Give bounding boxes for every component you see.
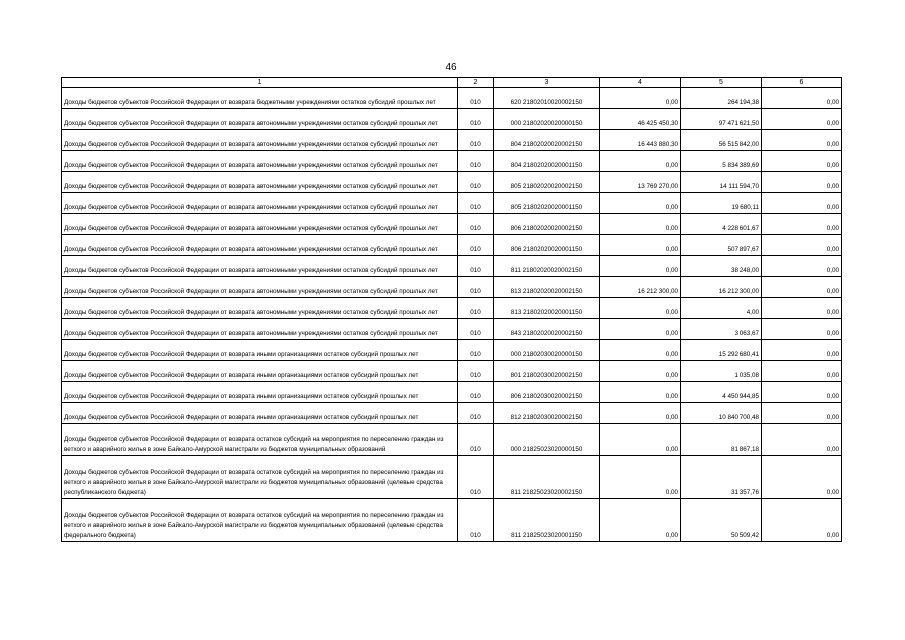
amount-col-4: 0,00 — [600, 456, 681, 499]
budget-classification-code: 804 21802020020001150 — [494, 151, 600, 172]
table-row — [62, 361, 842, 382]
amount-col-6: 0,00 — [762, 298, 842, 319]
table-row — [62, 109, 842, 130]
amount-col-6: 0,00 — [762, 499, 842, 542]
line-code: 010 — [458, 499, 494, 542]
budget-classification-code: 805 21802020020002150 — [494, 172, 600, 193]
income-description: Доходы бюджетов субъектов Российской Федерации от возврата автономными учреждениями остатков субсидий прошлых лет — [62, 298, 458, 319]
amount-col-4: 0,00 — [600, 214, 681, 235]
amount-col-6: 0,00 — [762, 277, 842, 298]
line-code: 010 — [458, 235, 494, 256]
income-description: Доходы бюджетов субъектов Российской Федерации от возврата иными организациями остатков субсидий прошлых лет — [62, 340, 458, 361]
amount-col-6: 0,00 — [762, 319, 842, 340]
amount-col-5: 4 450 944,85 — [681, 382, 762, 403]
amount-col-4: 0,00 — [600, 256, 681, 277]
budget-classification-code: 812 21802030020002150 — [494, 403, 600, 424]
income-table — [61, 77, 842, 542]
amount-col-4: 0,00 — [600, 361, 681, 382]
budget-classification-code: 805 21802020020001150 — [494, 193, 600, 214]
line-code: 010 — [458, 340, 494, 361]
budget-classification-code: 813 21802020020001150 — [494, 298, 600, 319]
amount-col-5: 507 897,67 — [681, 235, 762, 256]
amount-col-4: 0,00 — [600, 340, 681, 361]
income-description: Доходы бюджетов субъектов Российской Федерации от возврата остатков субсидий на мероприятия по переселению граждан из ветхого и аварийного жилья в зоне Байкало-Амурской магистрали из бюджетов муниципальных образований (целевые средства федерального бюджета) — [62, 499, 458, 542]
amount-col-4: 16 443 880,30 — [600, 130, 681, 151]
table-row — [62, 456, 842, 499]
column-header: 5 — [681, 78, 762, 88]
amount-col-5: 15 292 680,41 — [681, 340, 762, 361]
line-code: 010 — [458, 214, 494, 235]
table-row — [62, 172, 842, 193]
budget-classification-code: 843 21802020020002150 — [494, 319, 600, 340]
table-row — [62, 130, 842, 151]
table-row — [62, 340, 842, 361]
amount-col-6: 0,00 — [762, 456, 842, 499]
amount-col-6: 0,00 — [762, 361, 842, 382]
amount-col-6: 0,00 — [762, 193, 842, 214]
amount-col-4: 0,00 — [600, 319, 681, 340]
amount-col-6: 0,00 — [762, 424, 842, 456]
line-code: 010 — [458, 193, 494, 214]
income-description: Доходы бюджетов субъектов Российской Федерации от возврата автономными учреждениями остатков субсидий прошлых лет — [62, 130, 458, 151]
amount-col-5: 5 834 389,69 — [681, 151, 762, 172]
budget-classification-code: 804 21802020020002150 — [494, 130, 600, 151]
table-row — [62, 235, 842, 256]
page-number: 46 — [445, 62, 457, 73]
table-row — [62, 214, 842, 235]
income-description: Доходы бюджетов субъектов Российской Федерации от возврата автономными учреждениями остатков субсидий прошлых лет — [62, 235, 458, 256]
amount-col-5: 4,00 — [681, 298, 762, 319]
income-description: Доходы бюджетов субъектов Российской Федерации от возврата остатков субсидий на мероприятия по переселению граждан из ветхого и аварийного жилья в зоне Байкало-Амурской магистрали из бюджетов муниципальных образований — [62, 424, 458, 456]
amount-col-6: 0,00 — [762, 235, 842, 256]
amount-col-5: 264 194,38 — [681, 88, 762, 109]
income-description: Доходы бюджетов субъектов Российской Федерации от возврата остатков субсидий на мероприятия по переселению граждан из ветхого и аварийного жилья в зоне Байкало-Амурской магистрали из бюджетов муниципальных образований (целевые средства республиканского бюджета) — [62, 456, 458, 499]
amount-col-5: 31 357,76 — [681, 456, 762, 499]
line-code: 010 — [458, 319, 494, 340]
table-row — [62, 382, 842, 403]
table-row — [62, 403, 842, 424]
amount-col-5: 10 840 700,48 — [681, 403, 762, 424]
budget-classification-code: 806 21802020020002150 — [494, 214, 600, 235]
column-header: 4 — [600, 78, 681, 88]
table-row — [62, 151, 842, 172]
table-row — [62, 277, 842, 298]
income-description: Доходы бюджетов субъектов Российской Федерации от возврата автономными учреждениями остатков субсидий прошлых лет — [62, 277, 458, 298]
table-row — [62, 193, 842, 214]
amount-col-4: 0,00 — [600, 298, 681, 319]
amount-col-5: 56 515 842,00 — [681, 130, 762, 151]
amount-col-4: 0,00 — [600, 403, 681, 424]
amount-col-5: 50 509,42 — [681, 499, 762, 542]
line-code: 010 — [458, 256, 494, 277]
amount-col-6: 0,00 — [762, 88, 842, 109]
budget-classification-code: 811 21825023020001150 — [494, 499, 600, 542]
amount-col-6: 0,00 — [762, 214, 842, 235]
budget-classification-code: 813 21802020020002150 — [494, 277, 600, 298]
table-row — [62, 499, 842, 542]
line-code: 010 — [458, 382, 494, 403]
budget-classification-code: 000 21802020020000150 — [494, 109, 600, 130]
amount-col-4: 0,00 — [600, 382, 681, 403]
amount-col-5: 1 035,08 — [681, 361, 762, 382]
line-code: 010 — [458, 172, 494, 193]
amount-col-5: 16 212 300,00 — [681, 277, 762, 298]
budget-classification-code: 801 21802030020002150 — [494, 361, 600, 382]
table-header-row — [62, 78, 842, 88]
income-description: Доходы бюджетов субъектов Российской Федерации от возврата автономными учреждениями остатков субсидий прошлых лет — [62, 256, 458, 277]
line-code: 010 — [458, 130, 494, 151]
income-description: Доходы бюджетов субъектов Российской Федерации от возврата автономными учреждениями остатков субсидий прошлых лет — [62, 214, 458, 235]
amount-col-4: 0,00 — [600, 235, 681, 256]
income-description: Доходы бюджетов субъектов Российской Федерации от возврата автономными учреждениями остатков субсидий прошлых лет — [62, 109, 458, 130]
amount-col-5: 3 063,67 — [681, 319, 762, 340]
amount-col-6: 0,00 — [762, 382, 842, 403]
amount-col-6: 0,00 — [762, 172, 842, 193]
income-description: Доходы бюджетов субъектов Российской Федерации от возврата иными организациями остатков субсидий прошлых лет — [62, 403, 458, 424]
amount-col-5: 81 867,18 — [681, 424, 762, 456]
income-description: Доходы бюджетов субъектов Российской Федерации от возврата иными организациями остатков субсидий прошлых лет — [62, 361, 458, 382]
amount-col-6: 0,00 — [762, 403, 842, 424]
line-code: 010 — [458, 151, 494, 172]
income-description: Доходы бюджетов субъектов Российской Федерации от возврата бюджетными учреждениями остатков субсидий прошлых лет — [62, 88, 458, 109]
amount-col-4: 0,00 — [600, 151, 681, 172]
amount-col-6: 0,00 — [762, 130, 842, 151]
amount-col-5: 14 111 594,70 — [681, 172, 762, 193]
amount-col-6: 0,00 — [762, 256, 842, 277]
line-code: 010 — [458, 277, 494, 298]
amount-col-6: 0,00 — [762, 109, 842, 130]
line-code: 010 — [458, 88, 494, 109]
budget-classification-code: 811 21825023020002150 — [494, 456, 600, 499]
table-row — [62, 88, 842, 109]
income-description: Доходы бюджетов субъектов Российской Федерации от возврата иными организациями остатков субсидий прошлых лет — [62, 382, 458, 403]
amount-col-4: 13 769 270,00 — [600, 172, 681, 193]
line-code: 010 — [458, 361, 494, 382]
income-description: Доходы бюджетов субъектов Российской Федерации от возврата автономными учреждениями остатков субсидий прошлых лет — [62, 172, 458, 193]
line-code: 010 — [458, 403, 494, 424]
amount-col-6: 0,00 — [762, 340, 842, 361]
budget-classification-code: 000 21802030020000150 — [494, 340, 600, 361]
line-code: 010 — [458, 456, 494, 499]
amount-col-5: 38 248,00 — [681, 256, 762, 277]
budget-classification-code: 806 21802030020002150 — [494, 382, 600, 403]
table-row — [62, 319, 842, 340]
amount-col-5: 19 680,11 — [681, 193, 762, 214]
budget-classification-code: 000 21825023020000150 — [494, 424, 600, 456]
column-header: 6 — [762, 78, 842, 88]
line-code: 010 — [458, 424, 494, 456]
budget-classification-code: 811 21802020020002150 — [494, 256, 600, 277]
amount-col-6: 0,00 — [762, 151, 842, 172]
budget-classification-code: 620 21802010020002150 — [494, 88, 600, 109]
amount-col-4: 0,00 — [600, 499, 681, 542]
budget-classification-code: 806 21802020020001150 — [494, 235, 600, 256]
column-header: 3 — [494, 78, 600, 88]
table-row — [62, 298, 842, 319]
amount-col-5: 4 228 601,67 — [681, 214, 762, 235]
amount-col-4: 0,00 — [600, 193, 681, 214]
amount-col-4: 0,00 — [600, 424, 681, 456]
amount-col-4: 16 212 300,00 — [600, 277, 681, 298]
amount-col-4: 46 425 450,30 — [600, 109, 681, 130]
column-header: 2 — [458, 78, 494, 88]
income-description: Доходы бюджетов субъектов Российской Федерации от возврата автономными учреждениями остатков субсидий прошлых лет — [62, 151, 458, 172]
income-description: Доходы бюджетов субъектов Российской Федерации от возврата автономными учреждениями остатков субсидий прошлых лет — [62, 319, 458, 340]
income-description: Доходы бюджетов субъектов Российской Федерации от возврата автономными учреждениями остатков субсидий прошлых лет — [62, 193, 458, 214]
amount-col-5: 97 471 621,50 — [681, 109, 762, 130]
line-code: 010 — [458, 298, 494, 319]
table-row — [62, 256, 842, 277]
table-row — [62, 424, 842, 456]
amount-col-4: 0,00 — [600, 88, 681, 109]
column-header: 1 — [62, 78, 458, 88]
line-code: 010 — [458, 109, 494, 130]
